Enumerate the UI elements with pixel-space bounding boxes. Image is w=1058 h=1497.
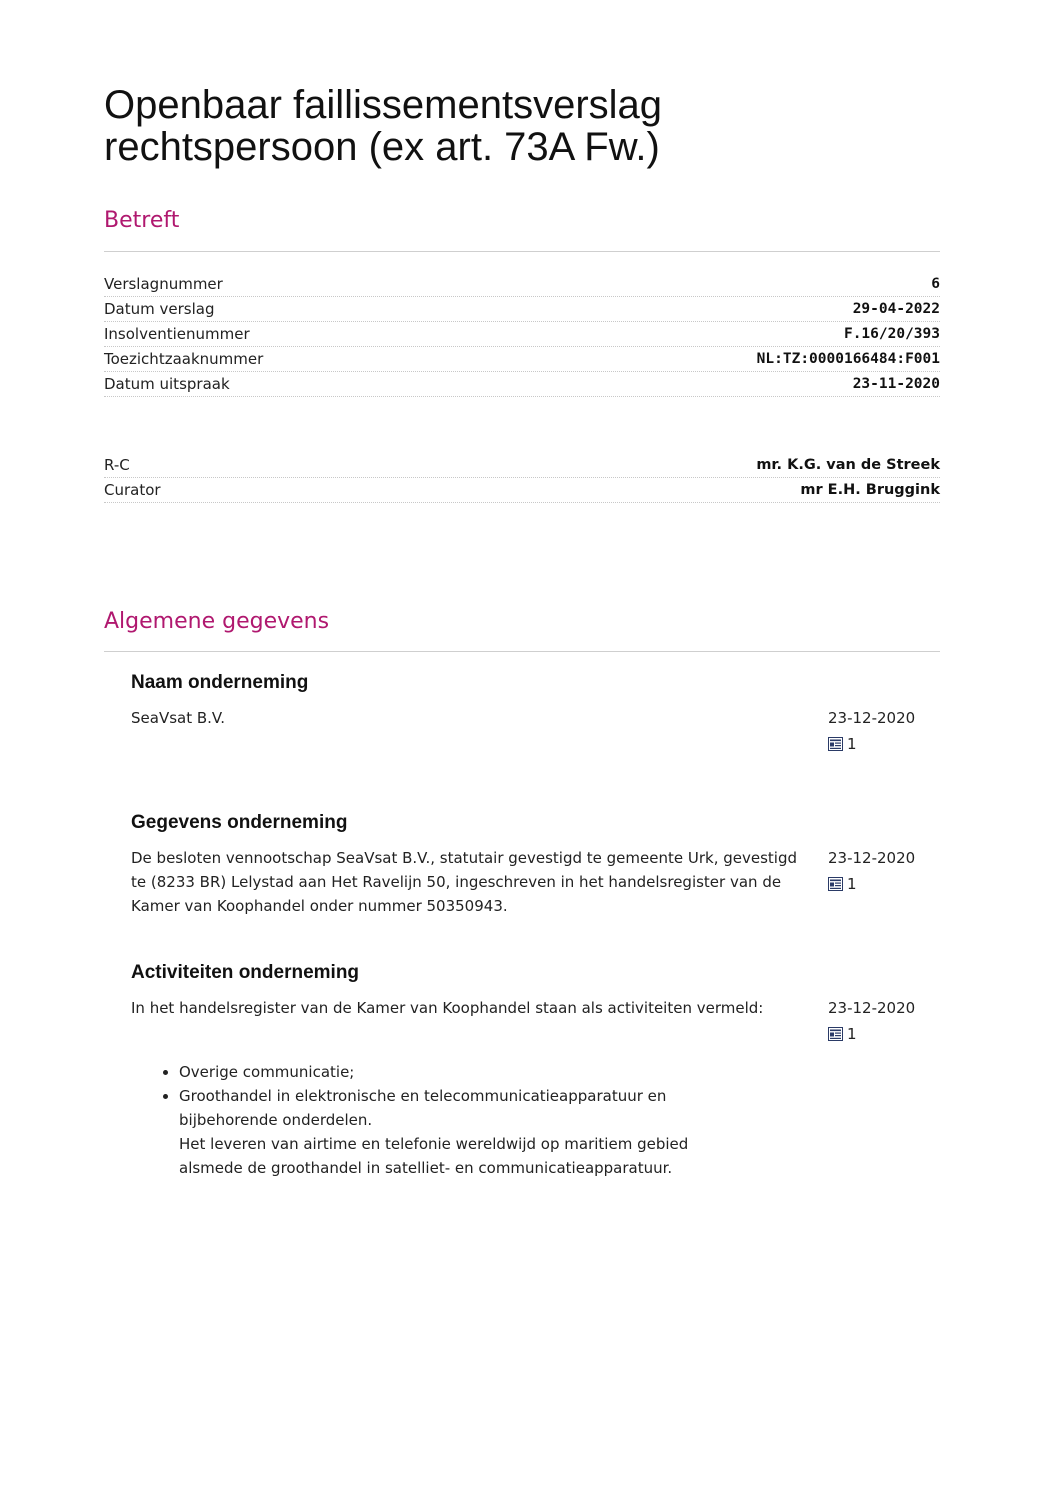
people-table: [104, 453, 940, 503]
attachment-count: 1: [847, 875, 857, 893]
entry-date: 23-12-2020: [828, 849, 916, 867]
naam-onderneming-entry: [131, 706, 940, 756]
betreft-heading: Betreft: [104, 208, 180, 233]
document-title: [104, 84, 940, 168]
activities-list: [131, 1060, 739, 1180]
label-verslagnummer: Verslagnummer: [104, 275, 223, 293]
value-rc: mr. K.G. van de Streek: [756, 457, 940, 473]
label-insolventienummer: Insolventienummer: [104, 325, 250, 343]
document-icon: [828, 877, 843, 891]
attachment-count: 1: [847, 1025, 857, 1043]
attachment-link[interactable]: [828, 1022, 940, 1046]
row-datum-verslag: [104, 297, 940, 322]
entry-meta: [828, 996, 940, 1046]
naam-onderneming-block: [131, 672, 940, 756]
label-toezichtzaaknummer: Toezichtzaaknummer: [104, 350, 264, 368]
report-page: [104, 84, 940, 1180]
entry-date: 23-12-2020: [828, 709, 916, 727]
attachment-link[interactable]: [828, 872, 940, 896]
activity-text: Groothandel in elektronische en telecommunicatieapparatuur en bijbehorende onderdelen.: [179, 1087, 667, 1129]
list-item: [179, 1084, 739, 1180]
value-datum-uitspraak: 23-11-2020: [852, 376, 940, 392]
title-line-1: Openbaar faillissementsverslag: [104, 83, 663, 127]
entry-date: 23-12-2020: [828, 999, 916, 1017]
entry-meta: [828, 846, 940, 918]
section-divider: [104, 651, 940, 652]
value-curator: mr E.H. Bruggink: [800, 482, 940, 498]
row-curator: [104, 478, 940, 503]
attachment-count: 1: [847, 735, 857, 753]
document-icon: [828, 737, 843, 751]
document-icon: [828, 1027, 843, 1041]
entry-meta: [828, 706, 940, 756]
row-verslagnummer: [104, 272, 940, 297]
gegevens-onderneming-heading: Gegevens onderneming: [131, 812, 348, 833]
gegevens-onderneming-block: [131, 812, 940, 918]
activity-extra-text: Het leveren van airtime en telefonie wereldwijd op maritiem gebied alsmede de groothandel in satelliet- en communicatieapparatuur.: [179, 1135, 689, 1177]
attachment-link[interactable]: [828, 732, 940, 756]
label-curator: Curator: [104, 481, 161, 499]
value-verslagnummer: 6: [931, 276, 940, 292]
activiteiten-onderneming-text: In het handelsregister van de Kamer van Koophandel staan als activiteiten vermeld:: [131, 999, 764, 1017]
algemene-gegevens-heading: Algemene gegevens: [104, 609, 330, 634]
label-datum-verslag: Datum verslag: [104, 300, 215, 318]
activiteiten-onderneming-block: [131, 962, 940, 1180]
value-datum-verslag: 29-04-2022: [852, 301, 940, 317]
row-rc: [104, 453, 940, 478]
title-line-2: rechtspersoon (ex art. 73A Fw.): [104, 125, 660, 169]
activiteiten-onderneming-heading: Activiteiten onderneming: [131, 962, 360, 983]
naam-onderneming-heading: Naam onderneming: [131, 672, 309, 693]
label-datum-uitspraak: Datum uitspraak: [104, 375, 230, 393]
gegevens-onderneming-text: De besloten vennootschap SeaVsat B.V., statutair gevestigd te gemeente Urk, gevestigd te (8233 BR) Lelystad aan Het Ravelijn 50, ingeschreven in het handelsregister van de Kamer van Koophandel onder nummer 50350943.: [131, 849, 797, 915]
list-item: [179, 1060, 739, 1084]
label-rc: R-C: [104, 456, 130, 474]
activiteiten-onderneming-entry: [131, 996, 940, 1046]
value-toezichtzaaknummer: NL:TZ:0000166484:F001: [756, 351, 940, 367]
row-datum-uitspraak: [104, 372, 940, 397]
naam-onderneming-text: SeaVsat B.V.: [131, 709, 226, 727]
value-insolventienummer: F.16/20/393: [843, 326, 940, 342]
row-toezichtzaaknummer: [104, 347, 940, 372]
gegevens-onderneming-entry: [131, 846, 940, 918]
case-details-table: [104, 272, 940, 397]
activity-text: Overige communicatie;: [179, 1063, 355, 1081]
section-divider: [104, 251, 940, 252]
row-insolventienummer: [104, 322, 940, 347]
